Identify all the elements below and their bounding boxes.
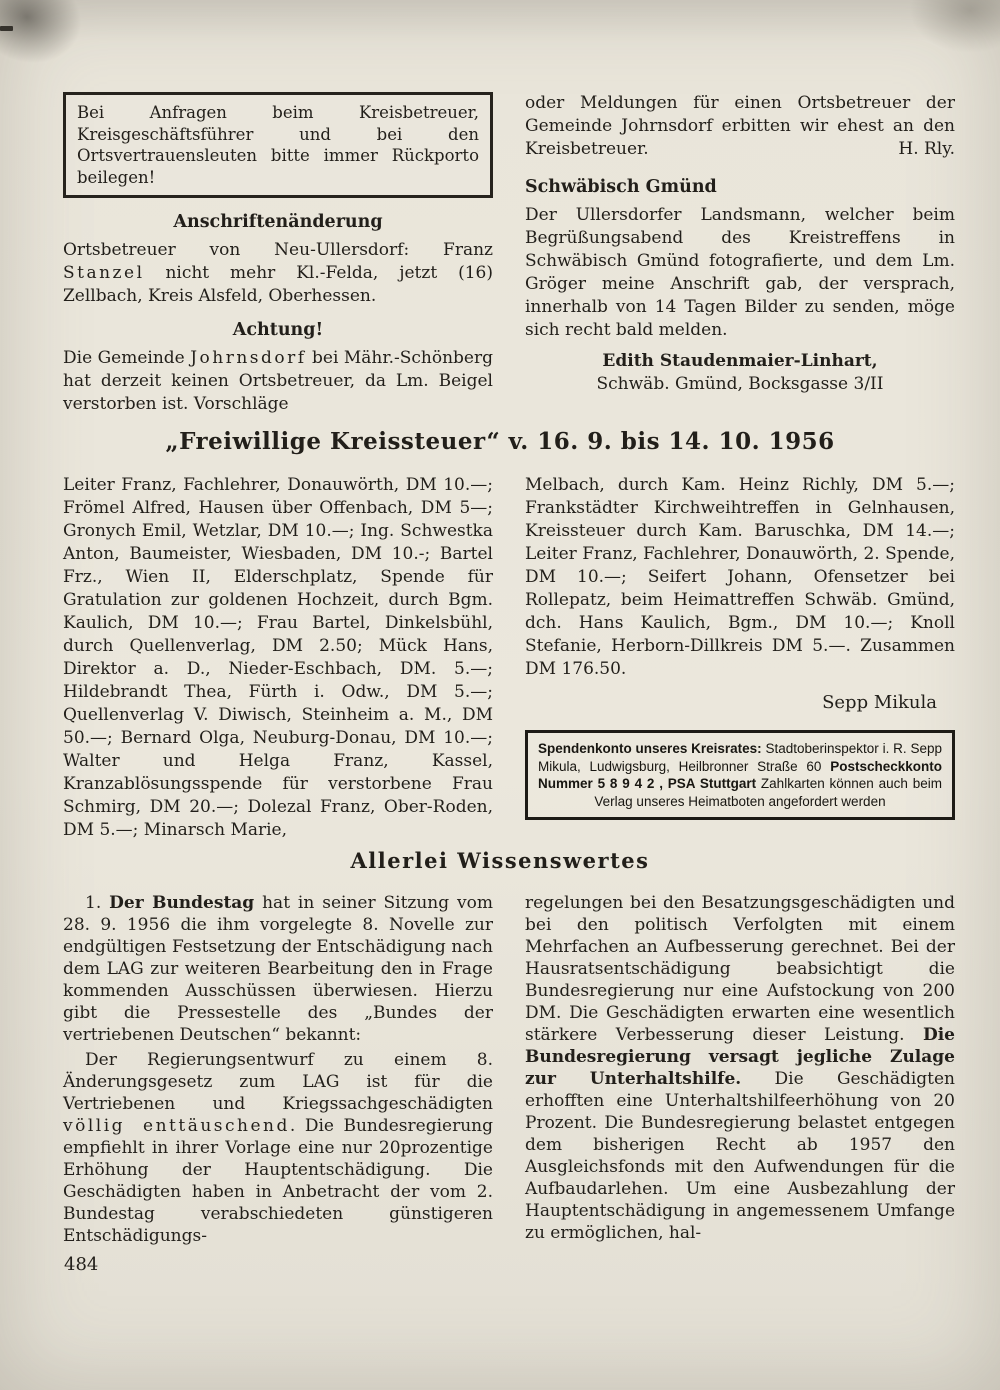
top-section [63, 92, 955, 419]
notice-text: Bei Anfragen beim Kreisbetreuer, Kreisgeschäftsführer und bei den Ortsvertrauensleuten bitte immer Rückporto beilegen! [77, 103, 479, 187]
signature-address: Schwäb. Gmünd, Bocksgasse 3/II [596, 374, 884, 394]
donation-list-right: Melbach, durch Kam. Heinz Richly, DM 5.—; Frankstädter Kirchweihtreffen in Gelnhausen, Kreissteuer durch Kam. Baruschka, DM 14.—; Leiter Franz, Fachlehrer, Donauwörth, 2. Spende, DM 10.—; Seifert Johann, Ofensetzer bei Rollepatz, beim Heimattreffen Schwäb. Gmünd, dch. Hans Kaulich, Bgm., DM 10.—; Knoll Stefanie, Herborn-Dillkreis DM 5.—. Zusammen DM 176.50. [525, 475, 955, 679]
top-left-column [63, 92, 493, 419]
address-change-paragraph [63, 239, 493, 308]
letterspaced-phrase: völlig enttäuschend [63, 1116, 290, 1136]
attention-text-post: bei Mähr.-Schönberg hat derzeit keinen Ortsbetreuer, da Lm. Beigel verstorben ist. Vorschläge [63, 348, 493, 414]
bundestag-text: hat in seiner Sitzung vom 28. 9. 1956 die ihm vorgelegte 8. Novelle zur endgültigen Festsetzung der Entschädigung nach dem LAG zur weiteren Bearbeitung den in Frage kommenden Ausschüssen überwiesen. Hierzu gibt die Pressestelle des „Bundes der vertriebenen Deutschen“ bekannt: [63, 893, 494, 1045]
signature-block [525, 350, 955, 396]
letterspaced-name-johrnsdorf: Johrnsdorf [190, 348, 307, 368]
wissenswertes-left-column [63, 892, 493, 1250]
schwaebisch-gmuend-heading: Schwäbisch Gmünd [525, 177, 717, 197]
regierungsentwurf-text-post: . Die Bundesregierung empfiehlt in ihrer Vorlage eine nur 20prozentige Erhöhung der Hauptentschädigung. Die Geschädigten haben in Anbetracht der vom 2. Bundestag verabschiedeten günstigeren Entschädigungs- [63, 1116, 494, 1246]
signature-name: Edith Staudenmaier-Linhart, [602, 351, 878, 371]
wissenswertes-section [63, 892, 955, 1250]
return-postage-notice-box [63, 92, 493, 198]
donation-account-text [538, 740, 942, 810]
address-change-text-pre: Ortsbetreuer von Neu-Ullersdorf: Franz [63, 240, 493, 260]
attention-paragraph [63, 347, 493, 416]
regierungsentwurf-text-pre: Der Regierungsentwurf zu einem 8. Änderungsgesetz zum LAG ist für die Vertriebenen und Kriegssachgeschädigten [63, 1050, 493, 1114]
kreissteuer-section [63, 474, 955, 845]
scan-smudge-top-right [910, 0, 1000, 53]
gmuend-paragraph: Der Ullersdorfer Landsmann, welcher beim Begrüßungsabend des Kreistreffens in Schwäbisch Gmünd fotografierte, und dem Lm. Gröger meine Anschrift gab, der versprach, innerhalb von 14 Tagen Bilder zu senden, möge sich recht bald melden. [525, 205, 955, 340]
letterspaced-name-stanzel: Stanzel [63, 263, 145, 283]
wissenswertes-right-column [525, 892, 955, 1250]
donation-account-label: Spendenkonto unseres Kreisrates: [538, 741, 762, 756]
regelungen-bold-statement: Die Bundesregierung versagt jegliche Zulage zur Unterhaltshilfe. [525, 1025, 955, 1089]
regelungen-text-pre: regelungen bei den Besatzungsgeschädigten und bei den politisch Verfolgten mit einem Mehrfachen an Aufbesserung gerechnet. Bei der Hausratsentschädigung beabsichtigt die Bundesregierung nur eine Aufstockung von 200 DM. Die Geschädigten erwarten eine wesentlich stärkere Verbesserung dieser Leistung. [525, 893, 955, 1045]
kreissteuer-right-column [525, 474, 955, 845]
regelungen-paragraph [525, 892, 955, 1244]
attention-heading: Achtung! [232, 320, 324, 340]
initials-signature: H. Rly. [898, 139, 955, 159]
bundestag-paragraph [63, 892, 493, 1046]
bundestag-bold-lead: Der Bundestag [109, 893, 255, 913]
address-change-text-post: nicht mehr Kl.-Felda, jetzt (16) Zellbach, Kreis Alsfeld, Oberhessen. [63, 263, 493, 306]
kreissteuer-signature: Sepp Mikula [822, 692, 937, 713]
regelungen-text-post: Die Geschädigten erhofften eine Unterhaltshilfeerhöhung von 20 Prozent. Die Bundesregierung belastet entgegen dem bisherigen Recht ab 1957 den Ausgleichsfonds mit den Aufwendungen für die Aufbaudarlehen. Um eine Ausbezahlung der Hauptentschädigung in angemessenem Umfange zu ermöglichen, hal- [525, 1069, 955, 1243]
donation-list-left: Leiter Franz, Fachlehrer, Donauwörth, DM 10.—; Frömel Alfred, Hausen über Offenbach, DM 5—; Gronych Emil, Wetzlar, DM 10.—; Ing. Schwestka Anton, Baumeister, Wiesbaden, DM 10.-; Bartel Frz., Wien II, Elderschplatz, Spende für Gratulation zur goldenen Hochzeit, durch Bgm. Kaulich, DM 10.—; Frau Bartel, Dinkelsbühl, durch Quellenverlag, DM 2.50; Mück Hans, Direktor a. D., Nieder-Eschbach, DM. 5.—; Hildebrandt Thea, Fürth i. Odw., DM 5.—; Quellenverlag V. Diwisch, Steinheim a. M., DM 50.—; Bernard Olga, Neuburg-Donau, DM 10.—; Walter und Helga Franz, Kassel, Kranzablösungsspende für verstorbene Frau Schmirg, DM 20.—; Dolezal Franz, Ober-Roden, DM 5.—; Minarsch Marie, [63, 475, 493, 840]
regierungsentwurf-paragraph [63, 1049, 493, 1247]
scan-smudge-top-left [0, 0, 93, 77]
top-right-column [525, 92, 955, 419]
scan-edge-mark [0, 26, 13, 31]
address-change-heading: Anschriftenänderung [173, 212, 383, 232]
page-number: 484 [64, 1254, 99, 1275]
donation-account-box [525, 730, 955, 820]
kreissteuer-section-heading: „Freiwillige Kreissteuer“ v. 16. 9. bis 14. 10. 1956 [165, 428, 835, 455]
wissenswertes-section-heading: Allerlei Wissenswertes [350, 848, 650, 873]
donation-account-note: Zahlkarten können auch beim Verlag unseres Heimatboten angefordert werden [594, 776, 942, 809]
donation-account-number: Postscheckkonto Nummer 5 8 9 4 2 , PSA Stuttgart [538, 758, 942, 791]
continuation-text: oder Meldungen für einen Ortsbetreuer der Gemeinde Johrnsdorf erbitten wir ehest an den Kreisbetreuer. [525, 93, 955, 159]
attention-text-pre: Die Gemeinde [63, 348, 191, 368]
continuation-paragraph [525, 92, 955, 161]
kreissteuer-left-column [63, 474, 493, 845]
donation-account-holder: Stadtoberinspektor i. R. Sepp Mikula, Ludwigsburg, Heilbronner Straße 60 [538, 741, 942, 774]
bundestag-item-number: 1. [85, 893, 110, 913]
